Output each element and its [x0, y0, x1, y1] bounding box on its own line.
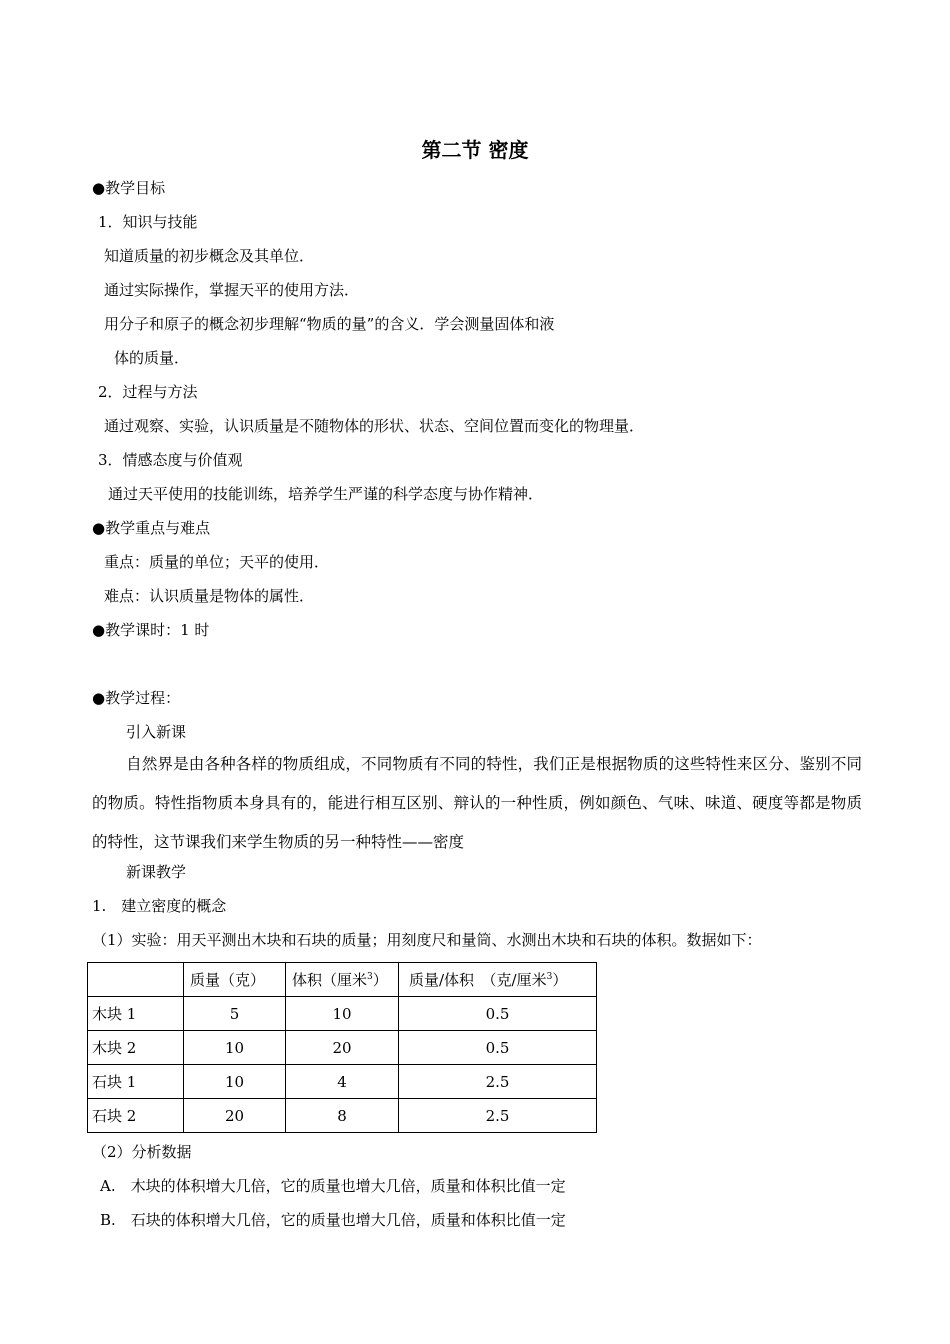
intro-label: 引入新课 — [126, 723, 187, 741]
experiment-description: （1）实验：用天平测出木块和石块的质量；用刻度尺和量筒、水测出木块和石块的体积。数据如下： — [92, 931, 762, 949]
class-hours: ●教学课时：1 时 — [92, 621, 210, 639]
objective-1-line-3: 用分子和原子的概念初步理解“物质的量”的含义．学会测量固体和液 — [104, 315, 555, 333]
row-name: 木块 1 — [88, 997, 184, 1031]
section-1-heading: 1. 建立密度的概念 — [92, 897, 227, 915]
row-ratio: 2.5 — [399, 1065, 597, 1099]
row-mass: 10 — [184, 1065, 286, 1099]
table-row — [88, 997, 597, 1031]
analysis-heading: （2）分析数据 — [92, 1143, 192, 1161]
row-volume: 8 — [286, 1099, 399, 1133]
density-data-table — [87, 962, 597, 1133]
intro-paragraph-text: 自然界是由各种各样的物质组成，不同物质有不同的特性，我们正是根据物质的这些特性来区分、鉴别不同的物质。特性指物质本身具有的，能进行相互区别、辩认的一种性质，例如颜色、气味、味道、硬度等都是物质的特性，这节课我们来学生物质的另一种特性——密度 — [92, 755, 862, 851]
key-point-focus: 重点：质量的单位；天平的使用． — [104, 553, 330, 571]
row-name: 石块 2 — [88, 1099, 184, 1133]
objective-1-line-1: 知道质量的初步概念及其单位． — [104, 247, 315, 265]
intro-paragraph — [92, 745, 862, 862]
row-ratio: 2.5 — [399, 1099, 597, 1133]
process-heading: ●教学过程： — [92, 689, 181, 707]
objective-3-line: 通过天平使用的技能训练，培养学生严谨的科学态度与协作精神． — [108, 485, 544, 503]
key-point-difficulty: 难点：认识质量是物体的属性． — [104, 587, 315, 605]
table-row — [88, 1031, 597, 1065]
row-name: 石块 1 — [88, 1065, 184, 1099]
table-header-mass: 质量（克） — [184, 963, 286, 997]
objective-1-heading: 1．知识与技能 — [98, 213, 198, 231]
objective-2-heading: 2．过程与方法 — [98, 383, 198, 401]
analysis-point-b: B. 石块的体积增大几倍，它的质量也增大几倍，质量和体积比值一定 — [100, 1211, 566, 1229]
row-name: 木块 2 — [88, 1031, 184, 1065]
key-points-heading: ●教学重点与难点 — [92, 519, 211, 537]
page-title: 第二节 密度 — [421, 138, 529, 162]
row-mass: 20 — [184, 1099, 286, 1133]
objective-1-line-2: 通过实际操作，掌握天平的使用方法． — [104, 281, 360, 299]
analysis-point-a: A. 木块的体积增大几倍，它的质量也增大几倍，质量和体积比值一定 — [100, 1177, 566, 1195]
row-volume: 4 — [286, 1065, 399, 1099]
row-mass: 5 — [184, 997, 286, 1031]
table-row — [88, 1099, 597, 1133]
new-lesson-label: 新课教学 — [126, 863, 187, 881]
table-header-cell — [88, 963, 184, 997]
objectives-heading: ●教学目标 — [92, 179, 166, 197]
table-row — [88, 1065, 597, 1099]
table-header-row — [88, 963, 597, 997]
row-volume: 20 — [286, 1031, 399, 1065]
table-header-volume: 体积（厘米$^3$） — [286, 963, 399, 997]
row-ratio: 0.5 — [399, 997, 597, 1031]
table-header-ratio: 质量/体积 （克/厘米$^3$） — [399, 963, 597, 997]
row-ratio: 0.5 — [399, 1031, 597, 1065]
objective-2-line: 通过观察、实验，认识质量是不随物体的形状、状态、空间位置而变化的物理量． — [104, 417, 645, 435]
objective-1-line-4: 体的质量． — [114, 349, 190, 367]
objective-3-heading: 3．情感态度与价值观 — [98, 451, 243, 469]
row-volume: 10 — [286, 997, 399, 1031]
row-mass: 10 — [184, 1031, 286, 1065]
